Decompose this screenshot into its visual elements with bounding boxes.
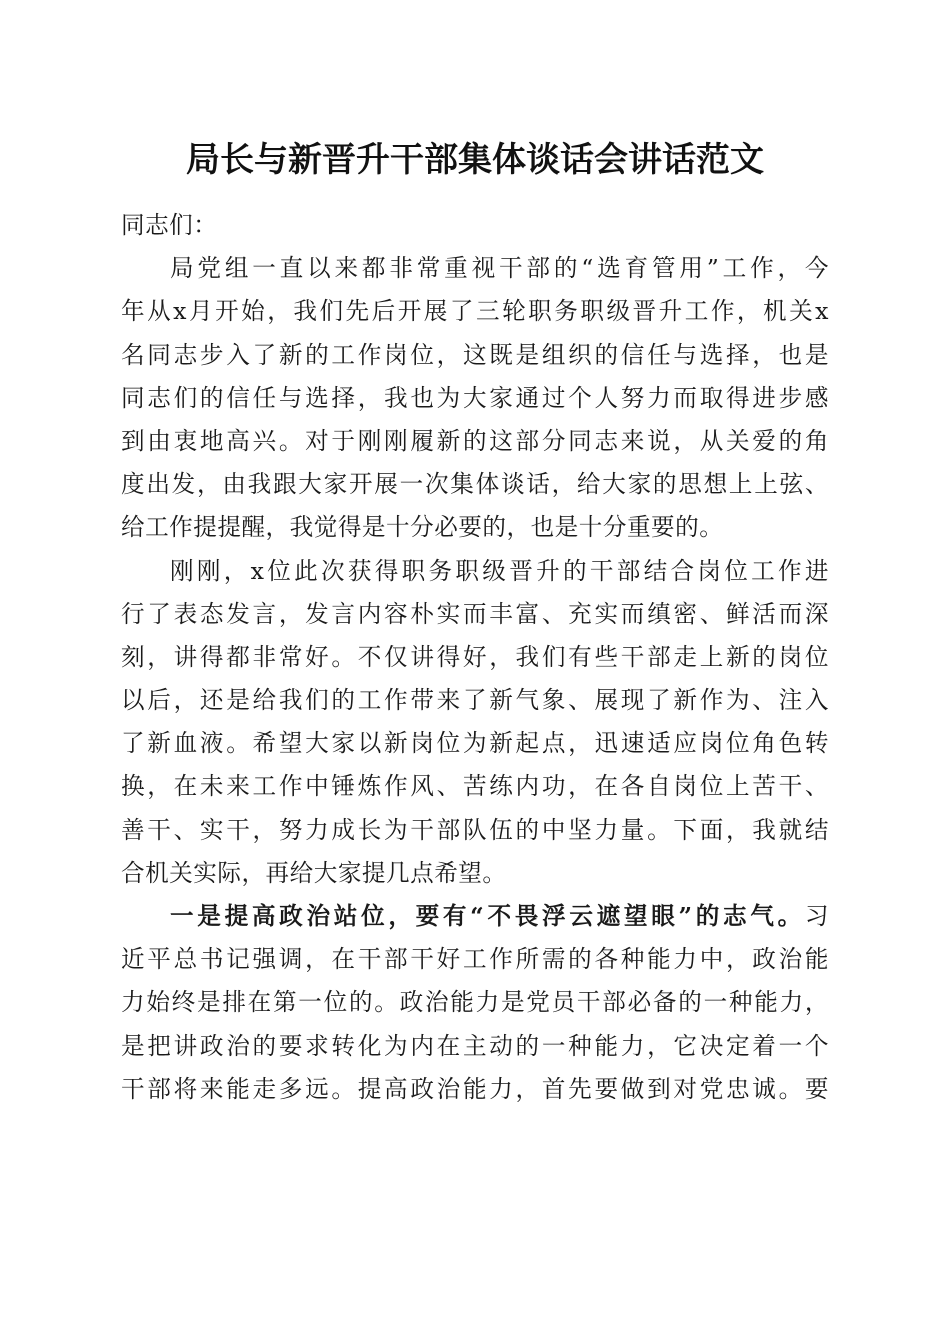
paragraph-1-line-5: 到由衷地高兴。对于刚刚履新的这部分同志来说，从关爱的角 — [121, 426, 829, 455]
paragraph-2-line-1: 刚刚，x位此次获得职务职级晋升的干部结合岗位工作进 — [170, 556, 829, 585]
paragraph-1-line-4: 同志们的信任与选择，我也为大家通过个人努力而取得进步感 — [121, 383, 829, 412]
paragraph-3-line-2: 近平总书记强调，在干部干好工作所需的各种能力中，政治能 — [121, 945, 829, 974]
document-body — [121, 204, 829, 1111]
paragraph-1-line-1: 局党组一直以来都非常重视干部的“选育管用”工作，今 — [170, 254, 829, 283]
paragraph-3-line-3: 力始终是排在第一位的。政治能力是党员干部必备的一种能力， — [121, 988, 829, 1017]
document-title: 局长与新晋升干部集体谈话会讲话范文 — [186, 140, 764, 180]
salutation: 同志们： — [121, 211, 218, 239]
paragraph-3-lead-heading: 一是提高政治站位，要有“不畏浮云遮望眼”的志气。 — [170, 902, 805, 930]
paragraph-2-line-5: 了新血液。希望大家以新岗位为新起点，迅速适应岗位角色转 — [121, 729, 829, 758]
paragraph-2-line-8: 合机关实际，再给大家提几点希望。 — [121, 858, 507, 887]
paragraph-3-line-1 — [121, 895, 829, 938]
paragraph-3-line-1-rest: 习 — [804, 902, 829, 930]
paragraph-1-line-7: 给工作提提醒，我觉得是十分必要的，也是十分重要的。 — [121, 513, 724, 542]
paragraph-1-line-3: 名同志步入了新的工作岗位，这既是组织的信任与选择，也是 — [121, 340, 829, 369]
paragraph-3-line-5: 干部将来能走多远。提高政治能力，首先要做到对党忠诚。要 — [121, 1074, 829, 1103]
paragraph-2-line-2: 行了表态发言，发言内容朴实而丰富、充实而缜密、鲜活而深 — [121, 599, 829, 628]
paragraph-2-line-7: 善干、实干，努力成长为干部队伍的中坚力量。下面，我就结 — [121, 815, 829, 844]
paragraph-2-line-3: 刻，讲得都非常好。不仅讲得好，我们有些干部走上新的岗位 — [121, 642, 829, 671]
paragraph-2-line-6: 换，在未来工作中锤炼作风、苦练内功，在各自岗位上苦干、 — [121, 772, 829, 801]
paragraph-2-line-4: 以后，还是给我们的工作带来了新气象、展现了新作为、注入 — [121, 686, 829, 715]
paragraph-1-line-2: 年从x月开始，我们先后开展了三轮职务职级晋升工作，机关x — [121, 297, 829, 326]
paragraph-3-line-4: 是把讲政治的要求转化为内在主动的一种能力，它决定着一个 — [121, 1031, 829, 1060]
paragraph-1-line-6: 度出发，由我跟大家开展一次集体谈话，给大家的思想上上弦、 — [121, 470, 829, 499]
